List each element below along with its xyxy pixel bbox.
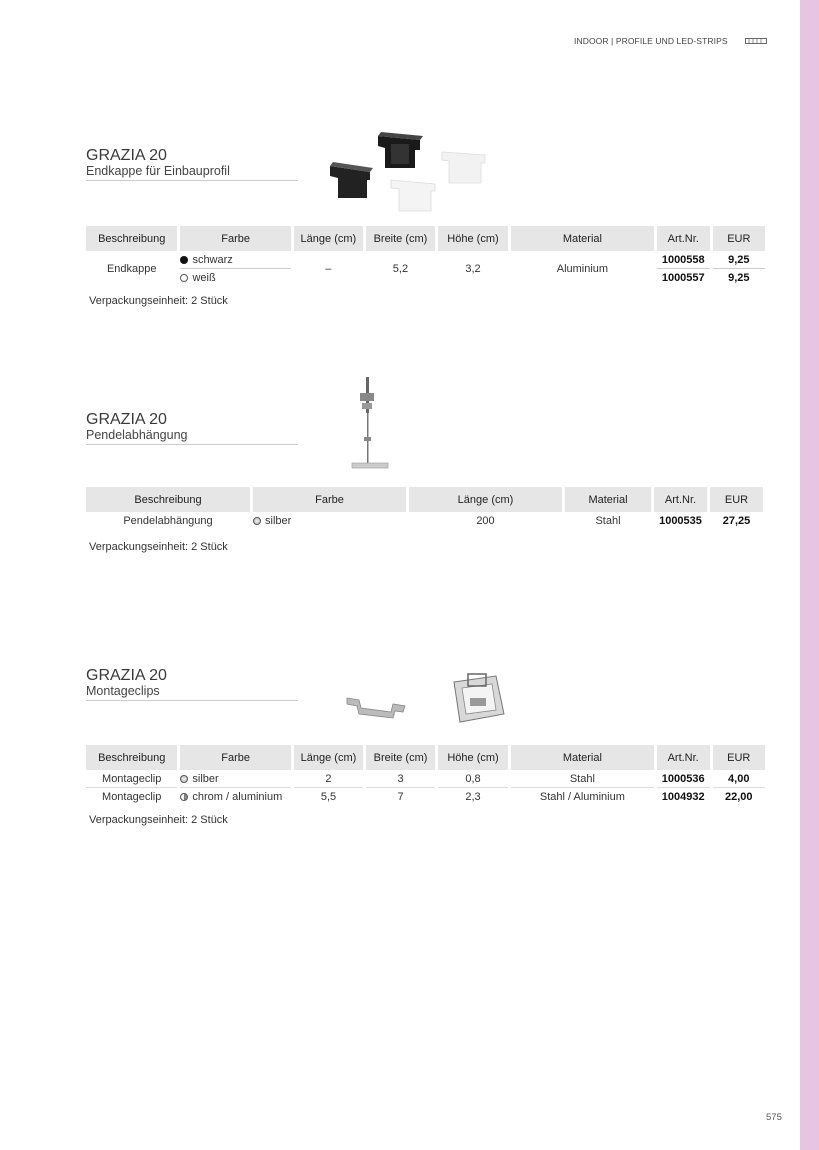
col-header: Höhe (cm): [438, 745, 508, 770]
cell-art-nr: 1000535: [659, 514, 702, 527]
section-subtitle: Endkappe für Einbauprofil: [86, 164, 230, 178]
cell-material: Stahl: [595, 514, 621, 527]
cell-price: 27,25: [722, 514, 751, 527]
col-header: Breite (cm): [366, 745, 435, 770]
cell-description: Montageclip: [102, 790, 162, 803]
cell-height: 0,8: [438, 770, 508, 788]
section-subtitle: Pendelabhängung: [86, 428, 188, 442]
col-header: Farbe: [253, 487, 406, 512]
cell-height: 3,2: [465, 262, 481, 275]
cell-description: Montageclip: [86, 770, 177, 788]
col-header: Länge (cm): [294, 745, 363, 770]
packaging-note: Verpackungseinheit: 2 Stück: [89, 295, 228, 307]
cell-height: 2,3: [465, 790, 481, 803]
packaging-note: Verpackungseinheit: 2 Stück: [89, 814, 228, 826]
col-header: Material: [511, 226, 654, 251]
cell-material: Stahl / Aluminium: [539, 790, 625, 803]
chrome-dot-icon: [180, 793, 188, 801]
section-montageclips: [86, 668, 768, 701]
col-header: Art.Nr.: [654, 487, 707, 512]
cell-material: Stahl: [511, 770, 654, 788]
section-title: GRAZIA 20: [86, 411, 167, 428]
table-row: [86, 512, 763, 529]
table-montageclips: [86, 745, 768, 805]
silver-dot-icon: [253, 517, 261, 525]
cell-width: 7: [397, 790, 404, 803]
montageclip-silver-image: [345, 692, 407, 722]
cell-description: Pendelabhängung: [123, 514, 213, 527]
col-header: Höhe (cm): [438, 226, 508, 251]
endkappe-product-image: [325, 128, 495, 216]
montageclip-chrome-image: [446, 668, 508, 730]
cell-length: 200: [476, 514, 495, 527]
col-header: Art.Nr.: [657, 745, 710, 770]
col-header: EUR: [710, 487, 763, 512]
section-pendel: [86, 412, 768, 445]
cell-price: 4,00: [713, 770, 765, 788]
col-header: EUR: [713, 226, 765, 251]
cell-art-nr: 1004932: [661, 790, 705, 803]
col-header: Länge (cm): [409, 487, 562, 512]
col-header: Beschreibung: [86, 487, 250, 512]
silver-dot-icon: [180, 775, 188, 783]
cell-art-nr: 1000557: [661, 271, 705, 284]
table-row: [86, 788, 765, 805]
cell-length: –: [325, 262, 332, 275]
pendel-product-image: [348, 375, 393, 475]
white-dot-icon: [180, 274, 188, 282]
col-header: Beschreibung: [86, 226, 177, 251]
led-strip-icon: [745, 38, 767, 44]
black-dot-icon: [180, 256, 188, 264]
col-header: Material: [511, 745, 654, 770]
cell-length: 2: [294, 770, 363, 788]
cell-material: Aluminium: [556, 262, 609, 275]
cell-price: 9,25: [713, 251, 765, 269]
sidebar-color-band: [800, 0, 819, 1150]
cell-price: 22,00: [725, 790, 753, 803]
packaging-note: Verpackungseinheit: 2 Stück: [89, 541, 228, 553]
title-divider: [86, 180, 298, 181]
cell-length: 5,5: [320, 790, 337, 803]
color-option: chrom / aluminium: [180, 788, 291, 805]
section-title: GRAZIA 20: [86, 147, 167, 164]
cell-width: 5,2: [392, 262, 409, 275]
title-divider: [86, 700, 298, 701]
color-option: weiß: [180, 269, 290, 286]
color-option: silber: [180, 770, 291, 788]
section-subtitle: Montageclips: [86, 684, 160, 698]
col-header: Beschreibung: [86, 745, 177, 770]
col-header: Art.Nr.: [657, 226, 710, 251]
col-header: Länge (cm): [294, 226, 363, 251]
cell-description: Endkappe: [106, 262, 157, 275]
section-title: GRAZIA 20: [86, 667, 167, 684]
table-endkappe: [86, 226, 768, 286]
col-header: Material: [565, 487, 651, 512]
page-number: 575: [766, 1112, 782, 1123]
col-header: EUR: [713, 745, 765, 770]
color-option: schwarz: [180, 251, 290, 269]
col-header: Breite (cm): [366, 226, 435, 251]
cell-art-nr: 1000558: [657, 251, 710, 269]
page-header: INDOOR | PROFILE UND LED-STRIPS: [574, 36, 728, 46]
cell-width: 3: [366, 770, 435, 788]
table-pendel: [86, 487, 768, 529]
table-row: [86, 770, 765, 788]
cell-art-nr: 1000536: [657, 770, 710, 788]
col-header: Farbe: [180, 226, 290, 251]
title-divider: [86, 444, 298, 445]
color-option: silber: [253, 512, 406, 529]
col-header: Farbe: [180, 745, 291, 770]
cell-price: 9,25: [728, 271, 750, 284]
